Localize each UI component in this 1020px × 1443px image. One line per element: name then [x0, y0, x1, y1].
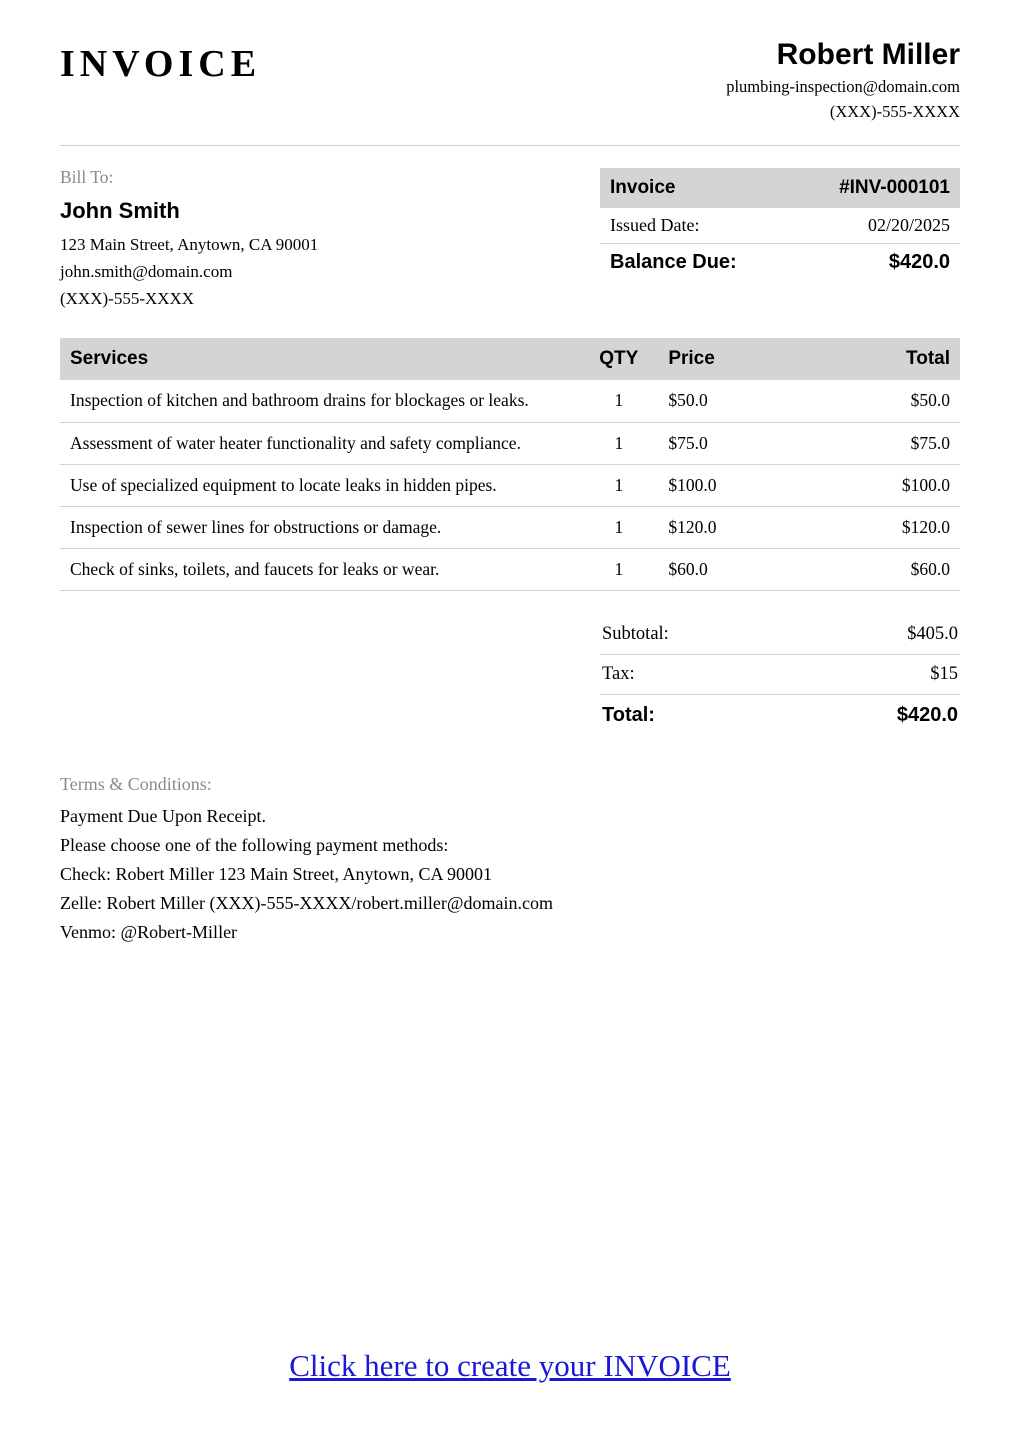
summary-balance-label: Balance Due:	[610, 250, 737, 273]
terms-label: Terms & Conditions:	[60, 773, 212, 794]
vendor-name: Robert Miller	[776, 38, 960, 71]
customer-address: 123 Main Street, Anytown, CA 90001	[60, 234, 319, 254]
table-row	[60, 464, 960, 506]
create-invoice-link[interactable]: Click here to create your INVOICE	[289, 1348, 731, 1383]
tax-label: Tax:	[602, 663, 635, 684]
page-title: INVOICE	[60, 43, 262, 85]
bill-to-block	[60, 164, 560, 313]
row-price: $50.0	[658, 380, 795, 422]
subtotal-value: $405.0	[907, 623, 958, 644]
table-row	[60, 422, 960, 464]
row-qty: 1	[579, 380, 658, 422]
summary-invoice-label: Invoice	[610, 176, 676, 198]
cta-container	[0, 1348, 1020, 1384]
row-price: $100.0	[658, 464, 795, 506]
billing-summary-section	[60, 164, 960, 313]
terms-section	[60, 770, 960, 948]
column-header-price: Price	[658, 338, 795, 380]
services-table	[60, 338, 960, 590]
vendor-email: plumbing-inspection@domain.com	[726, 76, 960, 96]
table-row	[60, 506, 960, 548]
terms-line: Please choose one of the following payment methods:	[60, 834, 449, 855]
row-qty: 1	[579, 548, 658, 590]
terms-line: Zelle: Robert Miller (XXX)-555-XXXX/robert.miller@domain.com	[60, 893, 553, 914]
row-price: $60.0	[658, 548, 795, 590]
column-header-services: Services	[60, 338, 579, 380]
tax-value: $15	[930, 663, 958, 684]
customer-phone: (XXX)-555-XXXX	[60, 289, 195, 309]
row-description: Inspection of sewer lines for obstructions or damage.	[60, 506, 579, 548]
vendor-block	[726, 36, 960, 125]
customer-name: John Smith	[60, 197, 180, 223]
table-row	[60, 548, 960, 590]
totals-block	[600, 615, 960, 736]
summary-balance-value: $420.0	[888, 250, 950, 273]
table-row	[60, 380, 960, 422]
total-row	[600, 695, 960, 736]
row-description: Check of sinks, toilets, and faucets for leaks or wear.	[60, 548, 579, 590]
row-description: Inspection of kitchen and bathroom drains for blockages or leaks.	[60, 380, 579, 422]
vendor-phone: (XXX)-555-XXXX	[829, 102, 960, 122]
terms-line: Check: Robert Miller 123 Main Street, Anytown, CA 90001	[60, 864, 492, 885]
customer-email: john.smith@domain.com	[60, 262, 233, 282]
summary-issued-date: 02/20/2025	[867, 214, 950, 235]
row-qty: 1	[579, 464, 658, 506]
row-total: $60.0	[795, 548, 960, 590]
services-table-body	[60, 380, 960, 590]
row-total: $100.0	[795, 464, 960, 506]
row-total: $75.0	[795, 422, 960, 464]
total-value: $420.0	[896, 703, 958, 726]
terms-line: Venmo: @Robert-Miller	[60, 922, 238, 943]
bill-to-label: Bill To:	[60, 166, 114, 187]
terms-line: Payment Due Upon Receipt.	[60, 805, 266, 826]
header-divider	[60, 145, 960, 146]
total-label: Total:	[602, 703, 655, 726]
row-total: $50.0	[795, 380, 960, 422]
subtotal-row	[600, 615, 960, 655]
table-header-row	[60, 338, 960, 380]
invoice-summary	[600, 168, 960, 313]
summary-invoice-number: #INV-000101	[839, 176, 950, 198]
summary-balance-row	[600, 244, 960, 281]
invoice-header	[60, 0, 960, 125]
row-qty: 1	[579, 506, 658, 548]
column-header-total: Total	[795, 338, 960, 380]
tax-row	[600, 655, 960, 695]
row-total: $120.0	[795, 506, 960, 548]
summary-invoice-row	[600, 168, 960, 208]
row-description: Use of specialized equipment to locate leaks in hidden pipes.	[60, 464, 579, 506]
summary-issued-label: Issued Date:	[610, 214, 700, 235]
row-qty: 1	[579, 422, 658, 464]
subtotal-label: Subtotal:	[602, 623, 669, 644]
column-header-qty: QTY	[579, 338, 658, 380]
row-price: $75.0	[658, 422, 795, 464]
row-price: $120.0	[658, 506, 795, 548]
services-table-head	[60, 338, 960, 380]
row-description: Assessment of water heater functionality and safety compliance.	[60, 422, 579, 464]
summary-issued-row	[600, 208, 960, 244]
